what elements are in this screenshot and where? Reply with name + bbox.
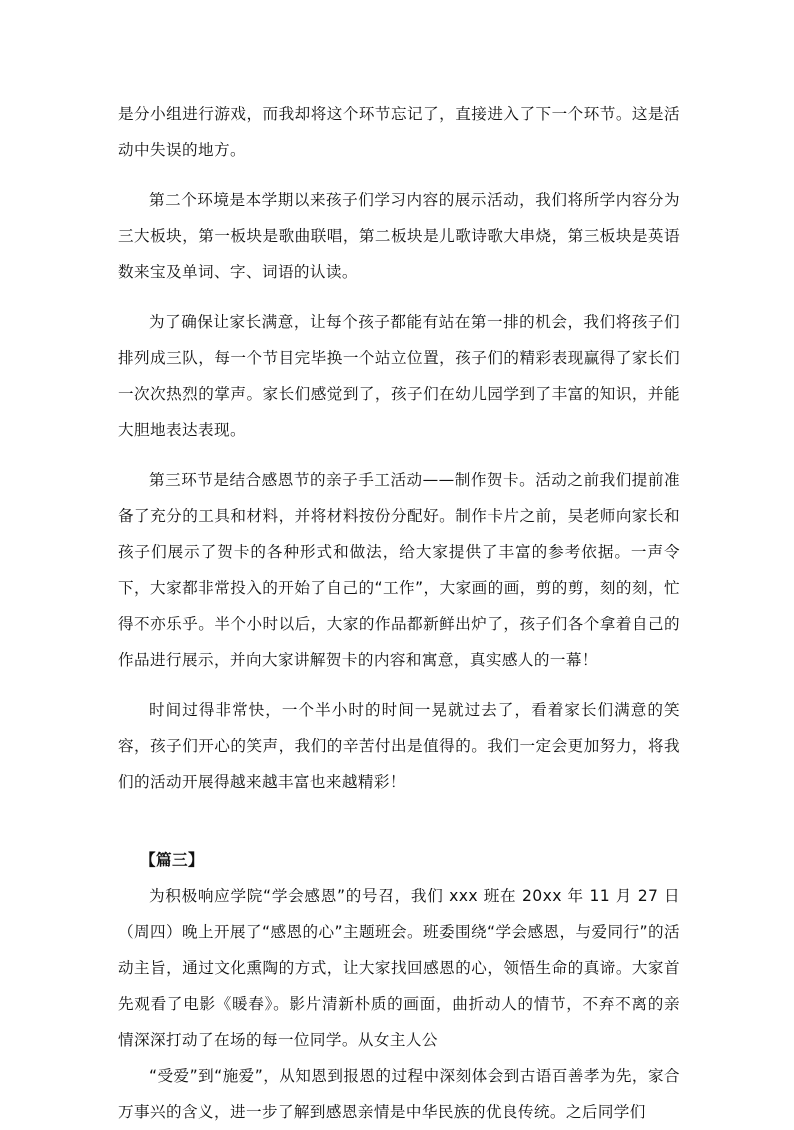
document-body xyxy=(118,96,680,1130)
paragraph-second-segment: 第二个环境是本学期以来孩子们学习内容的展示活动，我们将所学内容分为三大板块，第一板块是歌曲联唱，第二板块是儿歌诗歌大串烧，第三板块是英语数来宝及单词、字、词语的认读。 xyxy=(118,191,680,281)
paragraph-third-segment: 第三环节是结合感恩节的亲子手工活动——制作贺卡。活动之前我们提前准备了充分的工具和材料，并将材料按份分配好。制作卡片之前，吴老师向家长和孩子们展示了贺卡的各种形式和做法，给大家提供了丰富的参考依据。一声令下，大家都非常投入的开始了自己的“工作”，大家画的画，剪的剪，刻的刻，忙得不亦乐乎。半个小时以后，大家的作品都新鲜出炉了，孩子们各个拿着自己的作品进行展示，并向大家讲解贺卡的内容和寓意，真实感人的一幕！ xyxy=(118,471,680,669)
paragraph-continuation: 是分小组进行游戏，而我却将这个环节忘记了，直接进入了下一个环节。这是活动中失误的地方。 xyxy=(118,105,680,159)
paragraph-arrangement: 为了确保让家长满意，让每个孩子都能有站在第一排的机会，我们将孩子们排列成三队，每一个节目完毕换一个站立位置，孩子们的精彩表现赢得了家长们一次次热烈的掌声。家长们感觉到了，孩子们在幼儿园学到了丰富的知识，并能大胆地表达表现。 xyxy=(118,313,680,439)
paragraph-class-meeting-continued: “受爱”到“施爱”，从知恩到报恩的过程中深刻体会到古语百善孝为先，家合万事兴的含义，进一步了解到感恩亲情是中华民族的优良传统。之后同学们 xyxy=(118,1067,680,1121)
section-heading: 【篇三】 xyxy=(140,851,204,869)
paragraph-class-meeting: 为积极响应学院“学会感恩”的号召，我们 xxx 班在 20xx 年 11 月 27 日（周四）晚上开展了“感恩的心”主题班会。班委围绕“学会感恩，与爱同行”的活动主旨，通过文化熏陶的方式，让大家找回感恩的心，领悟生命的真谛。大家首先观看了电影《暖春》。影片清新朴质的画面，曲折动人的情节，不弃不离的亲情深深打动了在场的每一位同学。从女主人公 xyxy=(118,887,680,1049)
paragraph-conclusion: 时间过得非常快，一个半小时的时间一晃就过去了，看着家长们满意的笑容，孩子们开心的笑声，我们的辛苦付出是值得的。我们一定会更加努力，将我们的活动开展得越来越丰富也来越精彩！ xyxy=(118,701,680,791)
